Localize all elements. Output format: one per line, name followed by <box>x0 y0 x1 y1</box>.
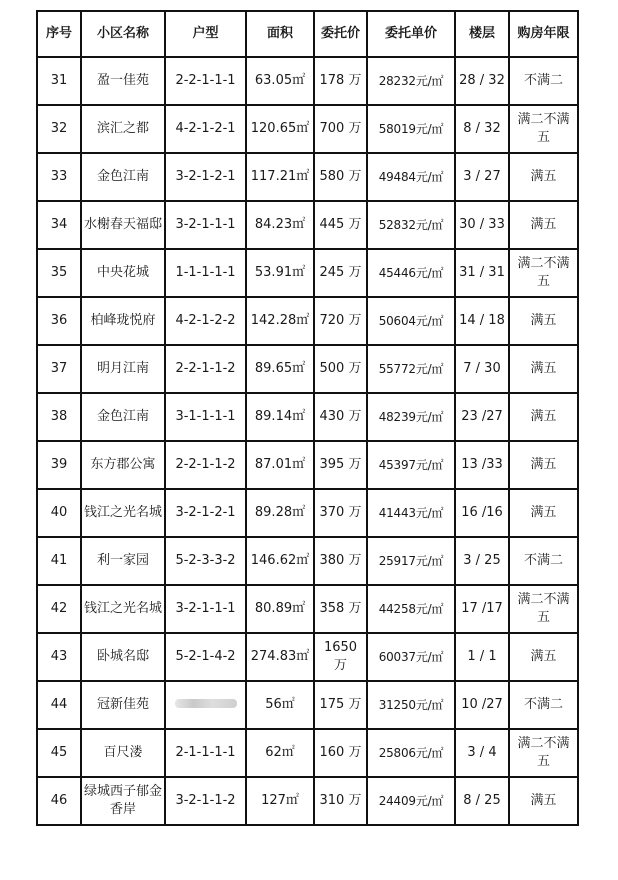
table-row <box>37 441 578 489</box>
cell-no: 44 <box>37 681 81 729</box>
cell-floor: 23 /27 <box>455 393 509 441</box>
cell-floor: 8 / 25 <box>455 777 509 825</box>
cell-years: 满五 <box>509 201 578 249</box>
cell-years: 满五 <box>509 441 578 489</box>
cell-no: 39 <box>37 441 81 489</box>
cell-years: 满五 <box>509 153 578 201</box>
cell-no: 45 <box>37 729 81 777</box>
cell-price: 358 万 <box>314 585 367 633</box>
table-row <box>37 633 578 681</box>
cell-layout: 3-1-1-1-1 <box>165 393 246 441</box>
cell-years: 满二不满五 <box>509 249 578 297</box>
cell-no: 46 <box>37 777 81 825</box>
cell-unit-price: 41443元/㎡ <box>367 489 455 537</box>
header-no: 序号 <box>37 11 81 57</box>
cell-unit-price: 55772元/㎡ <box>367 345 455 393</box>
cell-area: 89.65㎡ <box>246 345 314 393</box>
table-row <box>37 393 578 441</box>
cell-no: 36 <box>37 297 81 345</box>
cell-floor: 10 /27 <box>455 681 509 729</box>
cell-layout: 5-2-3-3-2 <box>165 537 246 585</box>
cell-area: 146.62㎡ <box>246 537 314 585</box>
cell-price: 245 万 <box>314 249 367 297</box>
cell-layout: 3-2-1-2-1 <box>165 489 246 537</box>
cell-name: 利一家园 <box>81 537 165 585</box>
cell-price: 370 万 <box>314 489 367 537</box>
cell-floor: 3 / 27 <box>455 153 509 201</box>
cell-name: 水榭春天福邸 <box>81 201 165 249</box>
header-name: 小区名称 <box>81 11 165 57</box>
cell-unit-price: 25917元/㎡ <box>367 537 455 585</box>
cell-name: 百尺溇 <box>81 729 165 777</box>
table-row <box>37 297 578 345</box>
redacted-blur <box>175 699 237 708</box>
cell-name: 钱江之光名城 <box>81 489 165 537</box>
header-row <box>37 11 578 57</box>
cell-floor: 14 / 18 <box>455 297 509 345</box>
cell-no: 32 <box>37 105 81 153</box>
table-row <box>37 537 578 585</box>
cell-area: 53.91㎡ <box>246 249 314 297</box>
cell-name: 冠新佳苑 <box>81 681 165 729</box>
cell-price: 160 万 <box>314 729 367 777</box>
cell-unit-price: 31250元/㎡ <box>367 681 455 729</box>
cell-price: 380 万 <box>314 537 367 585</box>
cell-price: 175 万 <box>314 681 367 729</box>
cell-no: 40 <box>37 489 81 537</box>
header-price: 委托价 <box>314 11 367 57</box>
header-years: 购房年限 <box>509 11 578 57</box>
header-area: 面积 <box>246 11 314 57</box>
cell-layout: 3-2-1-2-1 <box>165 153 246 201</box>
cell-area: 62㎡ <box>246 729 314 777</box>
cell-layout: 1-1-1-1-1 <box>165 249 246 297</box>
cell-layout: 2-2-1-1-2 <box>165 345 246 393</box>
cell-unit-price: 58019元/㎡ <box>367 105 455 153</box>
cell-no: 34 <box>37 201 81 249</box>
cell-area: 80.89㎡ <box>246 585 314 633</box>
cell-name: 盈一佳苑 <box>81 57 165 105</box>
cell-years: 满二不满五 <box>509 105 578 153</box>
cell-floor: 3 / 25 <box>455 537 509 585</box>
cell-unit-price: 60037元/㎡ <box>367 633 455 681</box>
cell-unit-price: 25806元/㎡ <box>367 729 455 777</box>
cell-no: 41 <box>37 537 81 585</box>
cell-unit-price: 49484元/㎡ <box>367 153 455 201</box>
cell-years: 不满二 <box>509 57 578 105</box>
cell-layout: 4-2-1-2-1 <box>165 105 246 153</box>
cell-years: 不满二 <box>509 681 578 729</box>
cell-area: 89.14㎡ <box>246 393 314 441</box>
cell-years: 不满二 <box>509 537 578 585</box>
cell-name: 绿城西子郁金香岸 <box>81 777 165 825</box>
cell-no: 38 <box>37 393 81 441</box>
cell-layout: 3-2-1-1-2 <box>165 777 246 825</box>
cell-floor: 7 / 30 <box>455 345 509 393</box>
table-row <box>37 153 578 201</box>
cell-area: 87.01㎡ <box>246 441 314 489</box>
cell-price: 700 万 <box>314 105 367 153</box>
cell-unit-price: 45397元/㎡ <box>367 441 455 489</box>
cell-area: 63.05㎡ <box>246 57 314 105</box>
cell-floor: 8 / 32 <box>455 105 509 153</box>
cell-no: 42 <box>37 585 81 633</box>
cell-price: 310 万 <box>314 777 367 825</box>
header-unit-price: 委托单价 <box>367 11 455 57</box>
cell-name: 卧城名邸 <box>81 633 165 681</box>
cell-layout <box>165 681 246 729</box>
cell-unit-price: 52832元/㎡ <box>367 201 455 249</box>
cell-layout: 2-1-1-1-1 <box>165 729 246 777</box>
cell-unit-price: 50604元/㎡ <box>367 297 455 345</box>
cell-name: 金色江南 <box>81 153 165 201</box>
cell-area: 142.28㎡ <box>246 297 314 345</box>
cell-area: 117.21㎡ <box>246 153 314 201</box>
table-row <box>37 345 578 393</box>
cell-unit-price: 45446元/㎡ <box>367 249 455 297</box>
cell-floor: 17 /17 <box>455 585 509 633</box>
cell-unit-price: 24409元/㎡ <box>367 777 455 825</box>
cell-years: 满五 <box>509 393 578 441</box>
cell-floor: 1 / 1 <box>455 633 509 681</box>
table-row <box>37 729 578 777</box>
cell-no: 43 <box>37 633 81 681</box>
cell-name: 钱江之光名城 <box>81 585 165 633</box>
cell-price: 500 万 <box>314 345 367 393</box>
cell-floor: 3 / 4 <box>455 729 509 777</box>
cell-unit-price: 48239元/㎡ <box>367 393 455 441</box>
cell-years: 满五 <box>509 489 578 537</box>
table-row <box>37 201 578 249</box>
cell-area: 89.28㎡ <box>246 489 314 537</box>
cell-unit-price: 44258元/㎡ <box>367 585 455 633</box>
cell-area: 274.83㎡ <box>246 633 314 681</box>
table-row <box>37 681 578 729</box>
cell-no: 33 <box>37 153 81 201</box>
cell-price: 430 万 <box>314 393 367 441</box>
cell-no: 35 <box>37 249 81 297</box>
header-floor: 楼层 <box>455 11 509 57</box>
cell-years: 满五 <box>509 633 578 681</box>
cell-name: 滨汇之都 <box>81 105 165 153</box>
cell-floor: 16 /16 <box>455 489 509 537</box>
cell-name: 金色江南 <box>81 393 165 441</box>
cell-no: 31 <box>37 57 81 105</box>
table-row <box>37 105 578 153</box>
cell-price: 1650 万 <box>314 633 367 681</box>
table-row <box>37 57 578 105</box>
cell-years: 满五 <box>509 297 578 345</box>
cell-area: 84.23㎡ <box>246 201 314 249</box>
cell-price: 445 万 <box>314 201 367 249</box>
cell-name: 柏峰珑悦府 <box>81 297 165 345</box>
cell-name: 东方郡公寓 <box>81 441 165 489</box>
cell-no: 37 <box>37 345 81 393</box>
cell-price: 178 万 <box>314 57 367 105</box>
table-row <box>37 585 578 633</box>
header-layout: 户型 <box>165 11 246 57</box>
cell-years: 满五 <box>509 777 578 825</box>
cell-years: 满五 <box>509 345 578 393</box>
cell-area: 127㎡ <box>246 777 314 825</box>
cell-layout: 2-2-1-1-1 <box>165 57 246 105</box>
cell-floor: 28 / 32 <box>455 57 509 105</box>
cell-floor: 31 / 31 <box>455 249 509 297</box>
cell-layout: 2-2-1-1-2 <box>165 441 246 489</box>
cell-area: 56㎡ <box>246 681 314 729</box>
cell-floor: 30 / 33 <box>455 201 509 249</box>
cell-price: 720 万 <box>314 297 367 345</box>
cell-layout: 3-2-1-1-1 <box>165 201 246 249</box>
cell-name: 中央花城 <box>81 249 165 297</box>
cell-price: 580 万 <box>314 153 367 201</box>
cell-layout: 3-2-1-1-1 <box>165 585 246 633</box>
cell-floor: 13 /33 <box>455 441 509 489</box>
cell-name: 明月江南 <box>81 345 165 393</box>
table-row <box>37 489 578 537</box>
cell-years: 满二不满五 <box>509 729 578 777</box>
cell-layout: 4-2-1-2-2 <box>165 297 246 345</box>
cell-years: 满二不满五 <box>509 585 578 633</box>
cell-price: 395 万 <box>314 441 367 489</box>
table-row <box>37 249 578 297</box>
cell-area: 120.65㎡ <box>246 105 314 153</box>
table-row <box>37 777 578 825</box>
cell-layout: 5-2-1-4-2 <box>165 633 246 681</box>
listing-table <box>36 10 579 826</box>
cell-unit-price: 28232元/㎡ <box>367 57 455 105</box>
